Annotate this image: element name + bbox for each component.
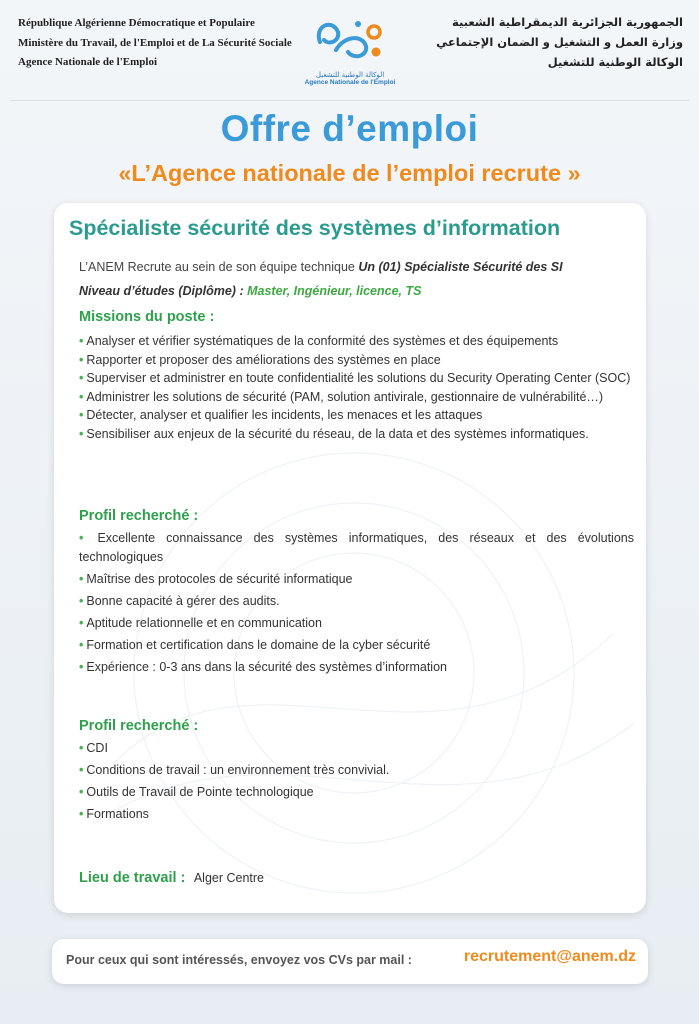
job-intro	[79, 260, 563, 274]
list-item	[79, 739, 634, 758]
mission-text: Rapporter et proposer des améliorations des systèmes en place	[86, 352, 441, 367]
mission-text: Sensibiliser aux enjeux de la sécurité du réseau, de la data et des systèmes informatiques.	[86, 426, 589, 441]
profile-list	[79, 529, 634, 680]
list-item	[79, 636, 634, 655]
footer-text: Pour ceux qui sont intéressés, envoyez vos CVs par mail :	[66, 953, 412, 967]
profile-heading: Profil recherché :	[79, 508, 199, 524]
list-item	[79, 529, 634, 566]
header-ar-line-1: الجمهورية الجزائرية الديمقراطية الشعبية	[451, 15, 683, 29]
profile-text: Aptitude relationnelle et en communication	[86, 615, 322, 630]
header-fr-line-3: Agence Nationale de l'Emploi	[18, 56, 158, 68]
bullet-icon: •	[79, 637, 84, 652]
list-item	[79, 332, 634, 351]
bullet-icon: •	[79, 408, 84, 422]
conditions-heading: Profil recherché :	[79, 718, 199, 734]
list-item	[79, 406, 634, 425]
mission-text: Superviser et administrer en toute confidentialité les solutions du Security Operating Center (SOC)	[86, 371, 631, 385]
bullet-icon: •	[79, 807, 84, 821]
bullet-icon: •	[79, 426, 84, 441]
bullet-icon: •	[79, 571, 84, 586]
list-item	[79, 805, 634, 824]
header-right-ar	[383, 12, 683, 72]
bullet-icon: •	[79, 659, 84, 674]
logo-arabic-text: الوكالة الوطنية للتشغيل	[315, 71, 385, 79]
job-card	[54, 203, 646, 913]
job-title: Spécialiste sécurité des systèmes d’information	[69, 216, 561, 240]
list-item	[79, 369, 634, 388]
bullet-icon: •	[79, 741, 84, 755]
page-subtitle: «L’Agence nationale de l’emploi recrute »	[118, 160, 581, 186]
bullet-icon: •	[79, 763, 84, 777]
bullet-icon: •	[79, 531, 84, 545]
education-level-label: Niveau d’études (Diplôme) :	[79, 284, 248, 298]
work-location-label: Lieu de travail :	[79, 870, 186, 886]
bullet-icon: •	[79, 593, 84, 608]
header-fr-line-1: République Algérienne Démocratique et Populaire	[18, 17, 255, 29]
bullet-icon: •	[79, 785, 84, 799]
work-location	[79, 869, 264, 887]
bullet-icon: •	[79, 334, 84, 348]
bullet-icon: •	[79, 371, 84, 385]
list-item	[79, 570, 634, 589]
condition-text: Formations	[86, 807, 149, 821]
bullet-icon: •	[79, 615, 84, 630]
condition-text: CDI	[86, 741, 108, 755]
contact-footer	[52, 939, 648, 984]
list-item	[79, 783, 634, 802]
education-level	[79, 284, 421, 298]
contact-email-link[interactable]: recrutement@anem.dz	[463, 948, 636, 965]
missions-heading: Missions du poste :	[79, 309, 215, 325]
anem-logo-icon	[310, 12, 390, 70]
condition-text: Outils de Travail de Pointe technologique	[86, 785, 314, 799]
profile-text: Maîtrise des protocoles de sécurité informatique	[86, 571, 353, 586]
list-item	[79, 614, 634, 633]
conditions-list	[79, 739, 634, 827]
list-item	[79, 761, 634, 780]
work-location-value: Alger Centre	[193, 871, 265, 885]
list-item	[79, 425, 634, 444]
list-item	[79, 658, 634, 677]
bullet-icon: •	[79, 389, 84, 404]
intro-position: Un (01) Spécialiste Sécurité des SI	[358, 260, 563, 274]
mission-text: Détecter, analyser et qualifier les incidents, les menaces et les attaques	[86, 408, 483, 422]
list-item	[79, 351, 634, 370]
header-divider	[10, 100, 689, 101]
mission-text: Administrer les solutions de sécurité (PAM, solution antivirale, gestionnaire de vulnérabilité…)	[86, 389, 604, 404]
header-ar-line-2: وزارة العمل و التشغيل و الضمان الإجتماعي	[436, 35, 683, 49]
bullet-icon: •	[79, 352, 84, 367]
header-left-fr	[18, 14, 292, 73]
mission-text: Analyser et vérifier systématiques de la conformité des systèmes et des équipements	[86, 334, 559, 348]
intro-text: L’ANEM Recrute au sein de son équipe technique	[79, 260, 359, 274]
education-level-value: Master, Ingénieur, licence, TS	[247, 284, 422, 298]
header-ar-line-3: الوكالة الوطنية للتشغيل	[547, 55, 683, 69]
missions-list	[79, 332, 634, 443]
header-fr-line-2: Ministère du Travail, de l'Emploi et de La Sécurité Sociale	[18, 36, 292, 49]
logo-french-text: Agence Nationale de l'Emploi	[304, 79, 396, 86]
profile-text: Formation et certification dans le domaine de la cyber sécurité	[86, 637, 431, 652]
profile-text: Bonne capacité à gérer des audits.	[86, 593, 280, 608]
profile-text: Excellente connaissance des systèmes informatiques, des réseaux et des évolutions technologiques	[79, 531, 634, 564]
list-item	[79, 388, 634, 407]
list-item	[79, 592, 634, 611]
page-title: Offre d’emploi	[220, 108, 479, 149]
profile-text: Expérience : 0-3 ans dans la sécurité des systèmes d’information	[86, 659, 447, 674]
condition-text: Conditions de travail : un environnement très convivial.	[86, 763, 390, 777]
